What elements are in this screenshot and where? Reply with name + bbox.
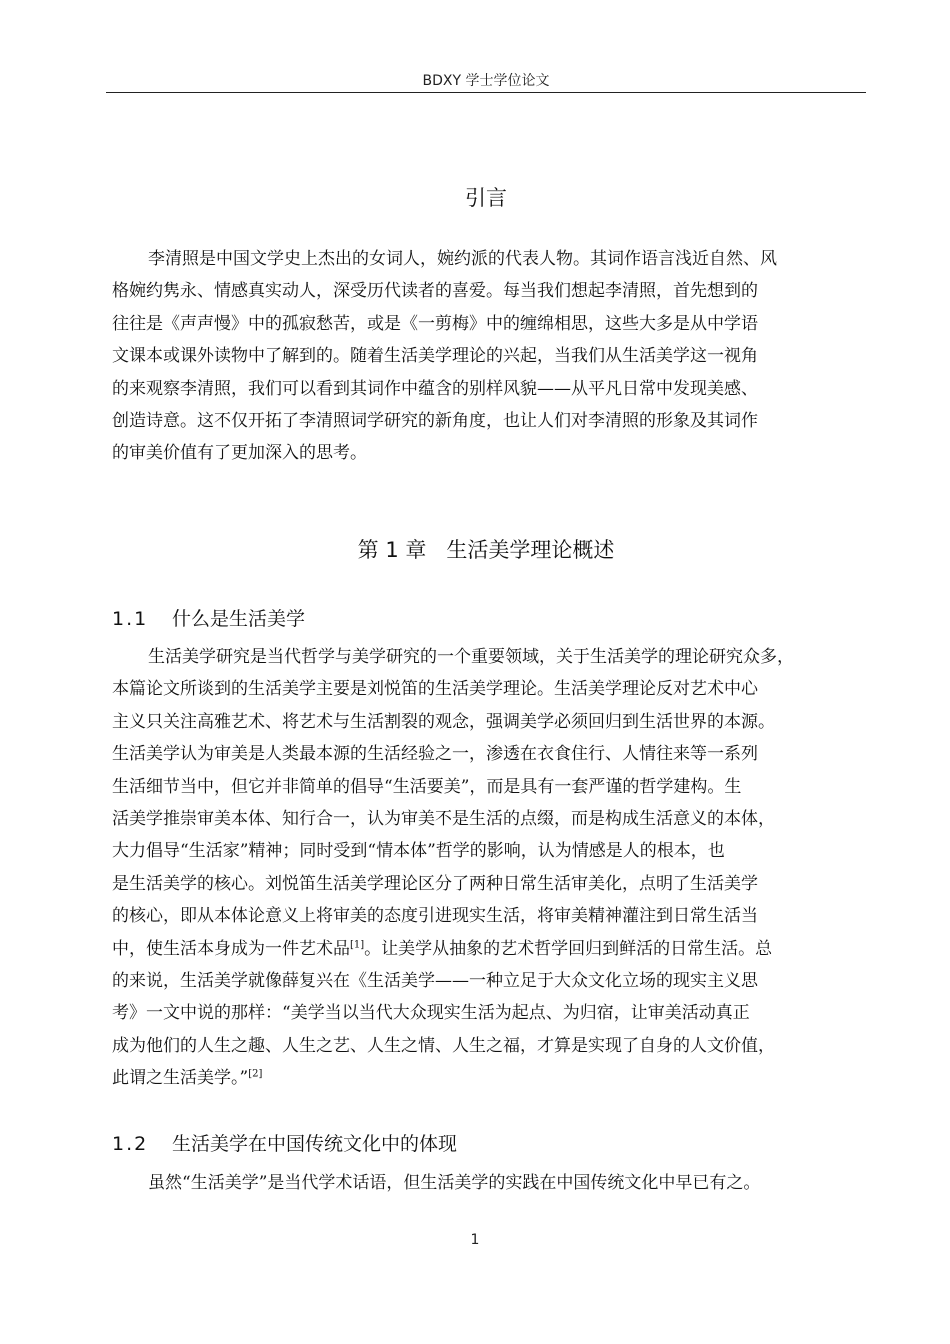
text-line: 文课本或课外读物中了解到的。随着生活美学理论的兴起，当我们从生活美学这一视角 (112, 346, 758, 367)
text-line: 本篇论文所谈到的生活美学主要是刘悦笛的生活美学理论。生活美学理论反对艺术中心 (112, 679, 758, 700)
text-line: 生活细节当中，但它并非简单的倡导“生活要美”，而是具有一套严谨的哲学建构。生 (112, 776, 742, 797)
text-segment: 中，使生活本身成为一件艺术品 (112, 938, 350, 959)
section-heading (112, 604, 305, 631)
section-1-paragraph (112, 641, 864, 1094)
intro-paragraph (112, 243, 864, 470)
chapter-title: 生活美学理论概述 (446, 538, 615, 562)
text-line: 大力倡导“生活家”精神；同时受到“情本体”哲学的影响，认为情感是人的根本，也 (112, 841, 725, 862)
section-2-paragraph (112, 1167, 864, 1199)
section-number: 1.2 (112, 1133, 149, 1155)
text-line (112, 1062, 864, 1094)
text-line: 的来说，生活美学就像薛复兴在《生活美学——一种立足于大众文化立场的现实主义思 (112, 970, 758, 991)
text-line: 活美学推崇审美本体、知行合一，认为审美不是生活的点缀，而是构成生活意义的本体， (112, 808, 775, 829)
text-line: 格婉约隽永、情感真实动人，深受历代读者的喜爱。每当我们想起李清照，首先想到的 (112, 281, 758, 302)
citation-ref[interactable]: [2] (248, 1068, 263, 1080)
text-line: 成为他们的人生之趣、人生之艺、人生之情、人生之福，才算是实现了自身的人文价值， (112, 1035, 775, 1056)
page-number: 1 (470, 1232, 480, 1248)
text-line: 主义只关注高雅艺术、将艺术与生活割裂的观念，强调美学必须回归到生活世界的本源。 (112, 711, 775, 732)
text-line: 往往是《声声慢》中的孤寂愁苦，或是《一剪梅》中的缠绵相思，这些大多是从中学语 (112, 313, 758, 334)
text-segment: 。让美学从抽象的艺术哲学回归到鲜活的日常生活。总 (364, 938, 773, 959)
intro-heading: 引言 (465, 186, 507, 210)
text-line: 的来观察李清照，我们可以看到其词作中蕴含的别样风貌——从平凡日常中发现美感、 (112, 378, 758, 399)
section-title: 什么是生活美学 (172, 608, 306, 630)
citation-ref[interactable]: [1] (350, 938, 365, 950)
text-line: 虽然“生活美学”是当代学术话语，但生活美学的实践在中国传统文化中早已有之。 (148, 1173, 761, 1193)
section-title: 生活美学在中国传统文化中的体现 (172, 1133, 458, 1155)
text-line (112, 933, 864, 965)
section-heading (112, 1129, 457, 1156)
text-line: 创造诗意。这不仅开拓了李清照词学研究的新角度，也让人们对李清照的形象及其词作 (112, 410, 758, 431)
text-line: 的审美价值有了更加深入的思考。 (112, 443, 367, 464)
text-segment: 此谓之生活美学。” (112, 1068, 249, 1089)
page-header (106, 62, 866, 93)
text-line: 考》一文中说的那样：“美学当以当代大众现实生活为起点、为归宿，让审美活动真正 (112, 1003, 750, 1024)
text-line: 生活美学研究是当代哲学与美学研究的一个重要领域，关于生活美学的理论研究众多， (148, 647, 794, 667)
section-number: 1.1 (112, 608, 149, 630)
chapter-number: 第 1 章 (357, 538, 427, 562)
text-line: 的核心，即从本体论意义上将审美的态度引进现实生活，将审美精神灌注到日常生活当 (112, 906, 758, 927)
text-line: 李清照是中国文学史上杰出的女词人，婉约派的代表人物。其词作语言浅近自然、风 (148, 249, 777, 269)
text-line: 是生活美学的核心。刘悦笛生活美学理论区分了两种日常生活审美化，点明了生活美学 (112, 873, 758, 894)
chapter-heading (106, 534, 866, 564)
text-line: 生活美学认为审美是人类最本源的生活经验之一，渗透在衣食住行、人情往来等一系列 (112, 744, 758, 765)
header-title: BDXY 学士学位论文 (422, 73, 550, 89)
